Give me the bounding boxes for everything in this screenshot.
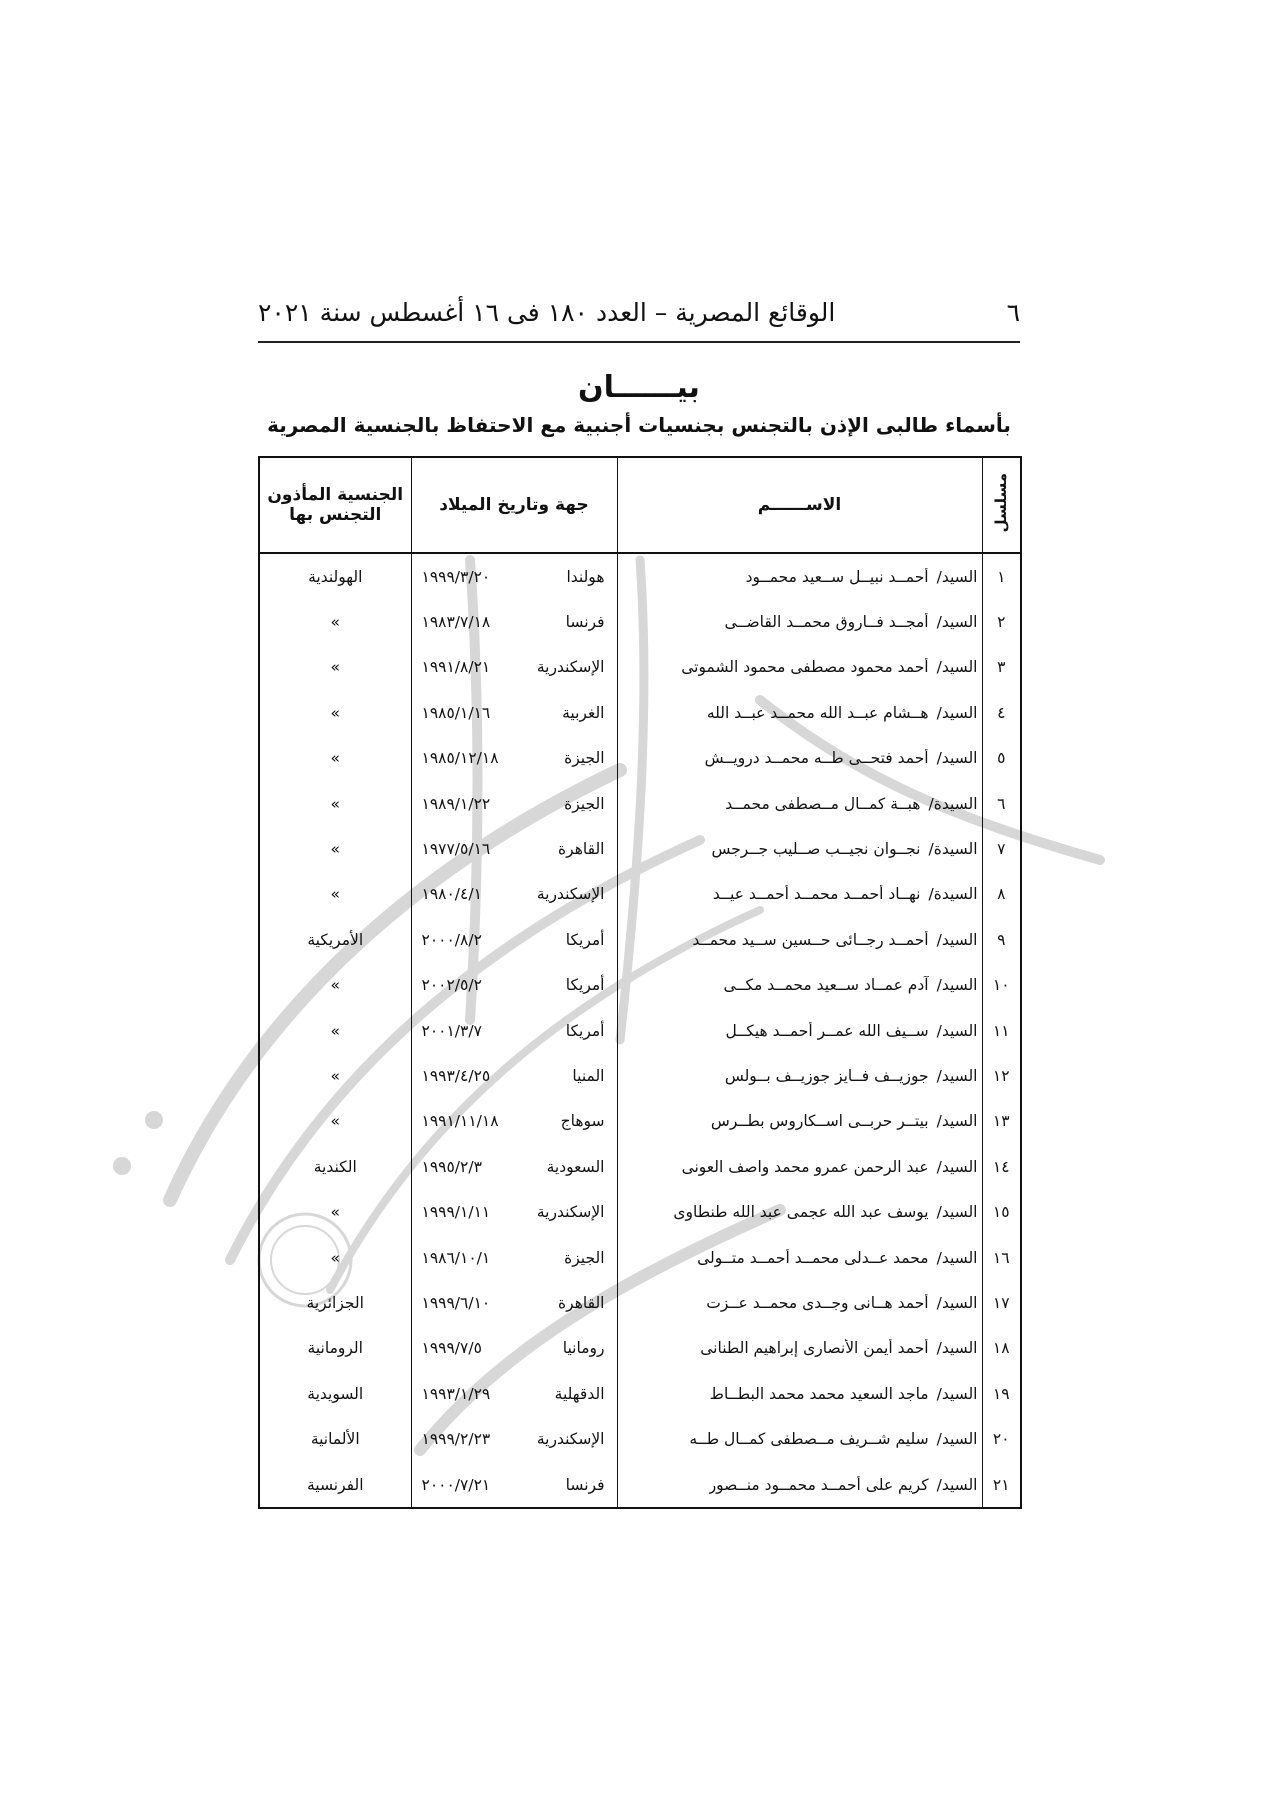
cell-nationality: » (259, 1235, 411, 1280)
birth-date: ١٩٨٥/١/١٦ (421, 703, 491, 722)
table-row (259, 872, 1021, 917)
cell-name (617, 1099, 982, 1144)
birth-place: أمريكا (565, 930, 605, 949)
cell-birth (411, 1099, 617, 1144)
cell-name (617, 781, 982, 826)
cell-birth (411, 826, 617, 871)
cell-nationality: الكندية (259, 1144, 411, 1189)
table-row (259, 1326, 1021, 1371)
cell-birth (411, 1189, 617, 1234)
birth-place: أمريكا (565, 1021, 605, 1040)
birth-date: ١٩٩٣/١/٢٩ (421, 1384, 491, 1403)
honorific: السيد/ (936, 1157, 978, 1176)
table-row (259, 1235, 1021, 1280)
honorific: السيدة/ (928, 840, 978, 859)
cell-serial: ١٤ (982, 1144, 1021, 1189)
cell-name (617, 553, 982, 599)
birth-place: فرنسا (565, 1475, 605, 1494)
cell-birth (411, 917, 617, 962)
cell-nationality: » (259, 1189, 411, 1234)
birth-place: الدقهلية (554, 1384, 605, 1403)
cell-serial: ٨ (982, 872, 1021, 917)
cell-serial: ١ (982, 553, 1021, 599)
applicant-name: يوسف عبد الله عجمى عبد الله طنطاوى (673, 1203, 929, 1222)
table-row (259, 1008, 1021, 1053)
cell-birth (411, 872, 617, 917)
applicants-table (258, 456, 1022, 1509)
table-row (259, 917, 1021, 962)
cell-name (617, 599, 982, 644)
table-row (259, 553, 1021, 599)
birth-date: ٢٠٠٢/٥/٢ (421, 976, 482, 995)
cell-name (617, 1144, 982, 1189)
birth-place: فرنسا (565, 613, 605, 632)
birth-place: هولندا (566, 567, 605, 586)
cell-nationality: » (259, 1008, 411, 1053)
cell-birth (411, 1144, 617, 1189)
cell-serial: ٢٠ (982, 1416, 1021, 1461)
honorific: السيد/ (936, 703, 978, 722)
applicant-name: ســيف الله عمــر أحمــد هيكــل (725, 1021, 929, 1040)
applicant-name: عبد الرحمن عمرو محمد واصف العونى (681, 1157, 929, 1176)
cell-name (617, 645, 982, 690)
cell-nationality: » (259, 599, 411, 644)
table-row (259, 1416, 1021, 1461)
birth-date: ١٩٩٩/٢/٢٣ (421, 1430, 491, 1449)
birth-date: ١٩٩١/١١/١٨ (421, 1112, 499, 1131)
cell-nationality: الرومانية (259, 1326, 411, 1371)
honorific: السيدة/ (928, 794, 978, 813)
cell-name (617, 736, 982, 781)
cell-nationality: السويدية (259, 1371, 411, 1416)
table-row (259, 1462, 1021, 1508)
cell-serial: ٥ (982, 736, 1021, 781)
cell-serial: ١٥ (982, 1189, 1021, 1234)
honorific: السيد/ (936, 1430, 978, 1449)
cell-serial: ٤ (982, 690, 1021, 735)
honorific: السيد/ (936, 1339, 978, 1358)
table-row (259, 599, 1021, 644)
cell-serial: ١٠ (982, 963, 1021, 1008)
cell-name (617, 826, 982, 871)
birth-date: ٢٠٠١/٣/٧ (421, 1021, 482, 1040)
applicant-name: ماجد السعيد محمد محمد البطــاط (709, 1384, 929, 1403)
birth-date: ١٩٩٥/٢/٣ (421, 1157, 482, 1176)
birth-date: ١٩٨٠/٤/١ (421, 885, 482, 904)
column-header-birth: جهة وتاريخ الميلاد (411, 457, 617, 553)
applicant-name: آدم عمــاد ســعيد محمــد مكــى (723, 976, 929, 995)
honorific: السيد/ (936, 930, 978, 949)
cell-nationality: » (259, 872, 411, 917)
table-row (259, 736, 1021, 781)
cell-serial: ١١ (982, 1008, 1021, 1053)
table-row (259, 1053, 1021, 1098)
birth-place: سوهاج (560, 1112, 605, 1131)
applicant-name: محمد عــدلى محمــد أحمــد متــولى (697, 1248, 929, 1267)
cell-birth (411, 963, 617, 1008)
cell-nationality: » (259, 736, 411, 781)
birth-date: ١٩٨٣/٧/١٨ (421, 613, 491, 632)
table-row (259, 1144, 1021, 1189)
cell-birth (411, 1462, 617, 1508)
cell-name (617, 1416, 982, 1461)
cell-serial: ٦ (982, 781, 1021, 826)
cell-serial: ٣ (982, 645, 1021, 690)
honorific: السيد/ (936, 1384, 978, 1403)
applicant-name: كريم على أحمــد محمــود منــصور (708, 1475, 929, 1494)
cell-name (617, 1235, 982, 1280)
column-header-serial: مسلسل (982, 457, 1021, 553)
table-header-row (259, 457, 1021, 553)
birth-place: الإسكندرية (536, 658, 605, 677)
cell-serial: ١٢ (982, 1053, 1021, 1098)
cell-nationality: الجزائرية (259, 1280, 411, 1325)
cell-nationality: » (259, 645, 411, 690)
document-title: بيــــــان (578, 370, 700, 405)
column-header-name: الاســــــم (617, 457, 982, 553)
table-row (259, 645, 1021, 690)
honorific: السيد/ (936, 1475, 978, 1494)
cell-nationality: » (259, 1053, 411, 1098)
applicant-name: جوزيــف فــايز جوزيــف بــولس (724, 1066, 929, 1085)
applicant-name: أحمد هــانى وجــدى محمــد عــزت (706, 1293, 929, 1312)
honorific: السيد/ (936, 1112, 978, 1131)
document-subtitle: بأسماء طالبى الإذن بالتجنس بجنسيات أجنبية مع الاحتفاظ بالجنسية المصرية (267, 413, 1011, 437)
honorific: السيد/ (936, 567, 978, 586)
birth-date: ١٩٨٩/١/٢٢ (421, 794, 491, 813)
birth-place: الجيزة (564, 1248, 605, 1267)
cell-birth (411, 645, 617, 690)
table-row (259, 1099, 1021, 1144)
birth-place: القاهرة (558, 1293, 605, 1312)
honorific: السيد/ (936, 658, 978, 677)
cell-birth (411, 690, 617, 735)
cell-serial: ١٨ (982, 1326, 1021, 1371)
cell-nationality: » (259, 826, 411, 871)
cell-birth (411, 599, 617, 644)
birth-date: ١٩٨٥/١٢/١٨ (421, 749, 499, 768)
honorific: السيد/ (936, 1293, 978, 1312)
birth-place: المنيا (572, 1066, 605, 1085)
applicant-name: سليم شــريف مــصطفى كمــال طــه (689, 1430, 929, 1449)
birth-date: ١٩٨٦/١٠/١ (421, 1248, 491, 1267)
cell-nationality: الهولندية (259, 553, 411, 599)
birth-date: ١٩٩٩/١/١١ (421, 1203, 491, 1222)
column-header-nationality: الجنسية المأذون التجنس بها (259, 457, 411, 553)
birth-place: الإسكندرية (536, 1430, 605, 1449)
birth-date: ١٩٩٩/٣/٢٠ (421, 567, 491, 586)
header-rule (258, 341, 1020, 343)
birth-place: أمريكا (565, 976, 605, 995)
watermark-dot (145, 1111, 163, 1129)
birth-place: السعودية (546, 1157, 605, 1176)
cell-name (617, 1008, 982, 1053)
cell-name (617, 1326, 982, 1371)
applicant-name: أمجــد فــاروق محمــد القاضــى (724, 613, 929, 632)
applicant-name: أحمــد نبيــل ســعيد محمــود (745, 567, 929, 586)
watermark-dot (113, 1157, 131, 1175)
cell-nationality: الفرنسية (259, 1462, 411, 1508)
cell-name (617, 1371, 982, 1416)
birth-place: رومانيا (562, 1339, 605, 1358)
cell-name (617, 1189, 982, 1234)
birth-date: ١٩٧٧/٥/١٦ (421, 840, 491, 859)
cell-name (617, 690, 982, 735)
birth-place: الجيزة (564, 749, 605, 768)
cell-birth (411, 1280, 617, 1325)
honorific: السيد/ (936, 613, 978, 632)
applicant-name: أحمــد رجــائى حــسين ســيد محمــد (692, 930, 929, 949)
honorific: السيد/ (936, 1203, 978, 1222)
birth-place: الجيزة (564, 794, 605, 813)
cell-nationality: » (259, 781, 411, 826)
cell-birth (411, 1371, 617, 1416)
applicant-name: هــشام عبــد الله محمــد عبــد الله (706, 703, 929, 722)
cell-serial: ١٣ (982, 1099, 1021, 1144)
cell-serial: ١٦ (982, 1235, 1021, 1280)
applicant-name: هبــة كمــال مــصطفى محمــد (725, 794, 921, 813)
birth-date: ١٩٩١/٨/٢١ (421, 658, 491, 677)
cell-nationality: الأمريكية (259, 917, 411, 962)
page-number: ٦ (1006, 297, 1020, 327)
cell-birth (411, 1235, 617, 1280)
cell-serial: ٢ (982, 599, 1021, 644)
cell-nationality: » (259, 963, 411, 1008)
cell-birth (411, 781, 617, 826)
applicant-name: أحمد أيمن الأنصارى إبراهيم الطنانى (700, 1339, 929, 1358)
honorific: السيد/ (936, 1021, 978, 1040)
cell-nationality: الألمانية (259, 1416, 411, 1461)
page-header (258, 290, 1020, 334)
table-row (259, 963, 1021, 1008)
table-row (259, 1280, 1021, 1325)
cell-name (617, 872, 982, 917)
cell-birth (411, 1416, 617, 1461)
table-row (259, 826, 1021, 871)
cell-birth (411, 736, 617, 781)
honorific: السيد/ (936, 1066, 978, 1085)
birth-date: ٢٠٠٠/٧/٢١ (421, 1475, 491, 1494)
cell-serial: ١٩ (982, 1371, 1021, 1416)
cell-serial: ١٧ (982, 1280, 1021, 1325)
cell-serial: ٩ (982, 917, 1021, 962)
applicant-name: أحمد فتحــى طــه محمــد درويــش (704, 749, 929, 768)
cell-serial: ٢١ (982, 1462, 1021, 1508)
applicant-name: نجــوان نجيــب صــليب جــرجس (711, 840, 921, 859)
birth-place: الغربية (562, 703, 605, 722)
applicant-name: بيتــر حربــى اســكاروس بطــرس (710, 1112, 929, 1131)
birth-date: ١٩٩٩/٧/٥ (421, 1339, 482, 1358)
cell-serial: ٧ (982, 826, 1021, 871)
birth-place: الإسكندرية (536, 885, 605, 904)
cell-birth (411, 1053, 617, 1098)
cell-name (617, 1053, 982, 1098)
applicant-name: أحمد محمود مصطفى محمود الشموتى (681, 658, 929, 677)
cell-name (617, 917, 982, 962)
cell-name (617, 963, 982, 1008)
cell-birth (411, 1008, 617, 1053)
birth-place: الإسكندرية (536, 1203, 605, 1222)
cell-name (617, 1280, 982, 1325)
applicant-name: نهــاد أحمــد محمــد أحمــد عيــد (712, 885, 921, 904)
honorific: السيد/ (936, 976, 978, 995)
birth-date: ١٩٩٩/٦/١٠ (421, 1293, 491, 1312)
honorific: السيدة/ (928, 885, 978, 904)
birth-place: القاهرة (558, 840, 605, 859)
table-row (259, 1189, 1021, 1234)
honorific: السيد/ (936, 1248, 978, 1267)
birth-date: ١٩٩٣/٤/٢٥ (421, 1066, 491, 1085)
cell-birth (411, 1326, 617, 1371)
cell-name (617, 1462, 982, 1508)
cell-nationality: » (259, 690, 411, 735)
cell-birth (411, 553, 617, 599)
table-row (259, 781, 1021, 826)
table-row (259, 690, 1021, 735)
cell-nationality: » (259, 1099, 411, 1144)
honorific: السيد/ (936, 749, 978, 768)
table-row (259, 1371, 1021, 1416)
birth-date: ٢٠٠٠/٨/٢ (421, 930, 482, 949)
publication-title: الوقائع المصرية – العدد ١٨٠ فى ١٦ أغسطس سنة ٢٠٢١ (258, 297, 836, 327)
